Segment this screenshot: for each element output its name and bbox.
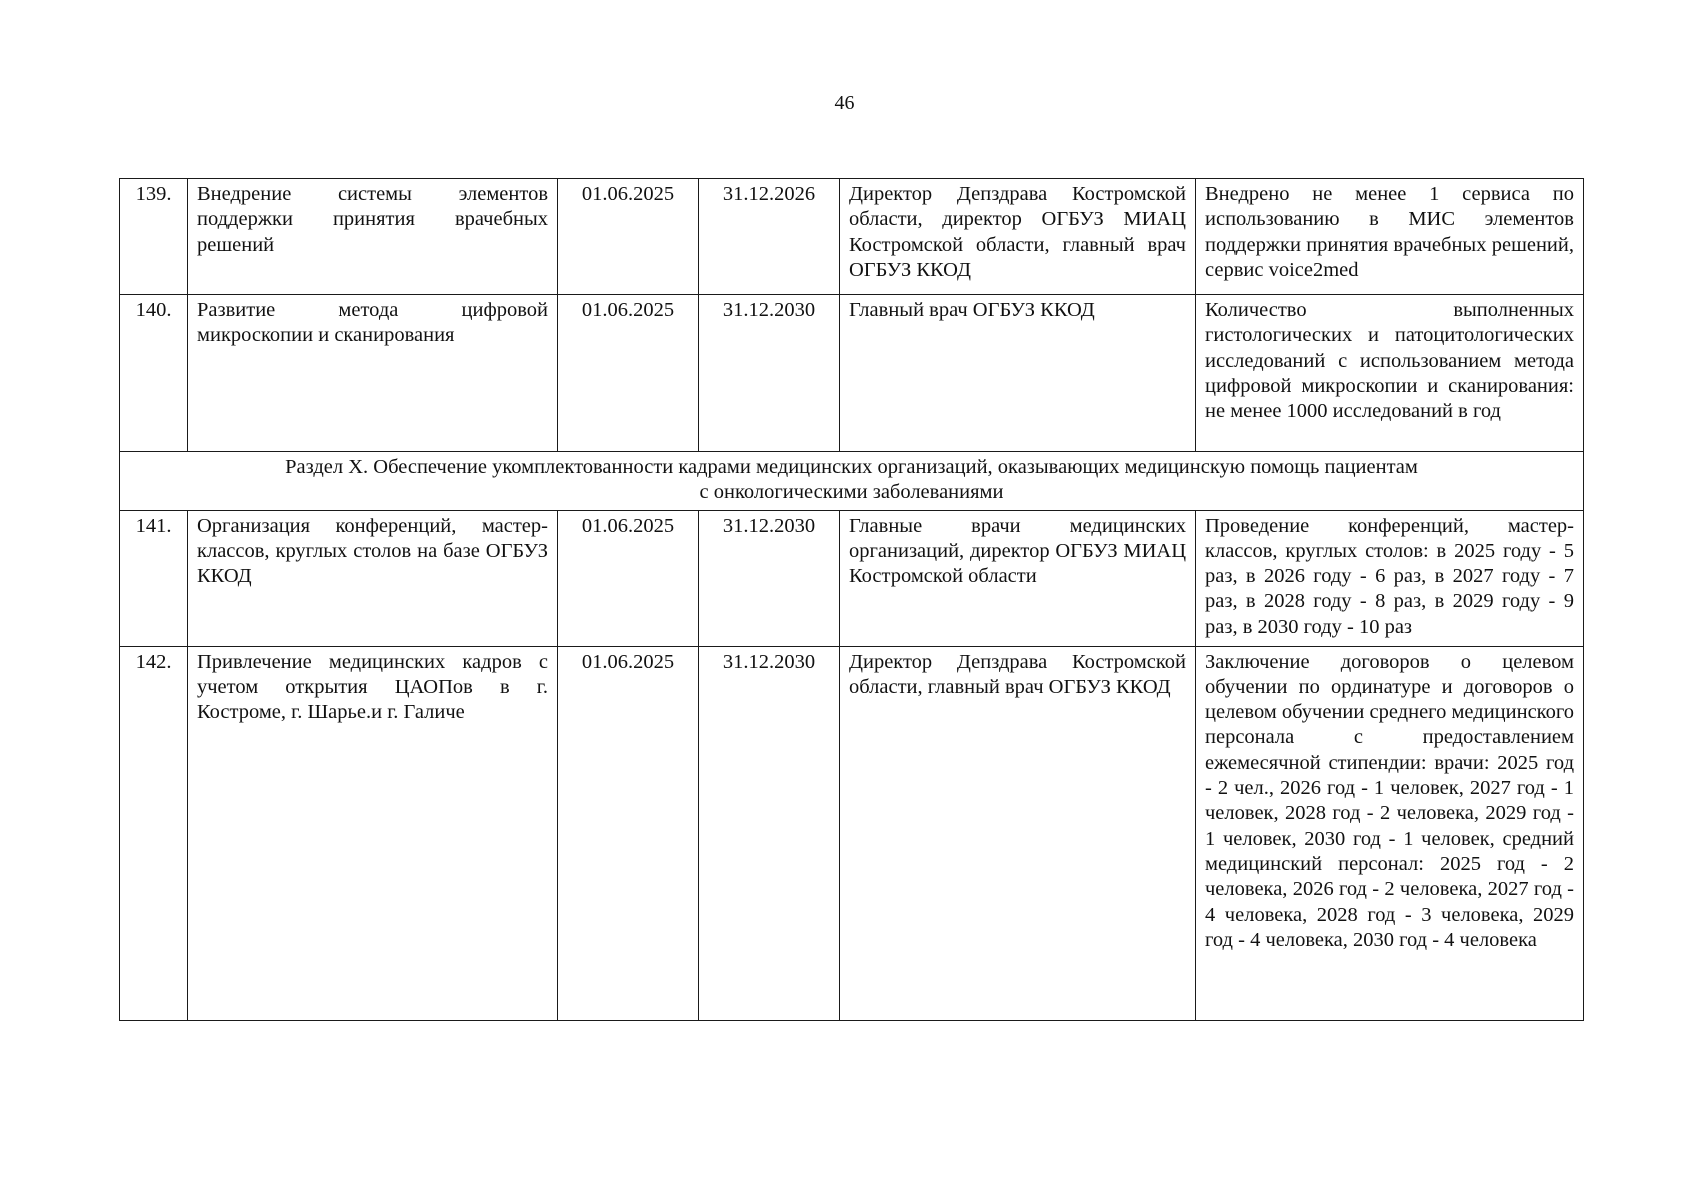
table-row (120, 510, 1584, 646)
responsible-cell: Директор Депздрава Костромской области, главный врач ОГБУЗ ККОД (840, 646, 1196, 1020)
table-row (120, 179, 1584, 295)
responsible-cell: Директор Депздрава Костромской области, директор ОГБУЗ МИАЦ Костромской области, главный врач ОГБУЗ ККОД (840, 179, 1196, 295)
event-cell: Организация конференций, мастер-классов, круглых столов на базе ОГБУЗ ККОД (188, 510, 558, 646)
end-date-cell: 31.12.2030 (699, 510, 840, 646)
start-date-cell: 01.06.2025 (558, 510, 699, 646)
responsible-cell: Главные врачи медицинских организаций, директор ОГБУЗ МИАЦ Костромской области (840, 510, 1196, 646)
start-date-cell: 01.06.2025 (558, 646, 699, 1020)
end-date-cell: 31.12.2026 (699, 179, 840, 295)
row-number: 141. (120, 510, 188, 646)
result-cell: Количество выполненных гистологических и патоцитологических исследований с использованием метода цифровой микроскопии и сканирования: не менее 1000 исследований в год (1196, 295, 1584, 452)
section-title-line: с онкологическими заболеваниями (699, 481, 1004, 504)
table-row (120, 646, 1584, 1020)
section-title-line: Раздел X. Обеспечение укомплектованности кадрами медицинских организаций, оказывающих медицинскую помощь пациентам (285, 456, 1418, 478)
result-cell: Проведение конференций, мастер-классов, круглых столов: в 2025 году - 5 раз, в 2026 году - 6 раз, в 2027 году - 7 раз, в 2028 году - 8 раз, в 2029 году - 9 раз, в 2030 году - 10 раз (1196, 510, 1584, 646)
row-number: 142. (120, 646, 188, 1020)
section-header-row (120, 452, 1584, 511)
result-cell: Заключение договоров о целевом обучении по ординатуре и договоров о целевом обучении среднего медицинского персонала с предоставлением ежемесячной стипендии: врачи: 2025 год - 2 чел., 2026 год - 1 человек, 2027 год - 1 человек, 2028 год - 2 человека, 2029 год - 1 человек, 2030 год - 1 человек, средний медицинский персонал: 2025 год - 2 человека, 2026 год - 2 человека, 2027 год - 4 человека, 2028 год - 3 человека, 2029 год - 4 человека, 2030 год - 4 человека (1196, 646, 1584, 1020)
table-row (120, 295, 1584, 452)
row-number: 139. (120, 179, 188, 295)
end-date-cell: 31.12.2030 (699, 646, 840, 1020)
event-cell: Привлечение медицинских кадров с учетом открытия ЦАОПов в г. Костроме, г. Шарье.и г. Галиче (188, 646, 558, 1020)
start-date-cell: 01.06.2025 (558, 179, 699, 295)
action-plan-table (119, 178, 1584, 1021)
event-cell: Развитие метода цифровой микроскопии и сканирования (188, 295, 558, 452)
end-date-cell: 31.12.2030 (699, 295, 840, 452)
row-number: 140. (120, 295, 188, 452)
event-cell: Внедрение системы элементов поддержки принятия врачебных решений (188, 179, 558, 295)
start-date-cell: 01.06.2025 (558, 295, 699, 452)
page-number: 46 (834, 92, 855, 114)
responsible-cell: Главный врач ОГБУЗ ККОД (840, 295, 1196, 452)
section-title (120, 452, 1584, 511)
result-cell: Внедрено не менее 1 сервиса по использованию в МИС элементов поддержки принятия врачебных решений, сервис voice2med (1196, 179, 1584, 295)
